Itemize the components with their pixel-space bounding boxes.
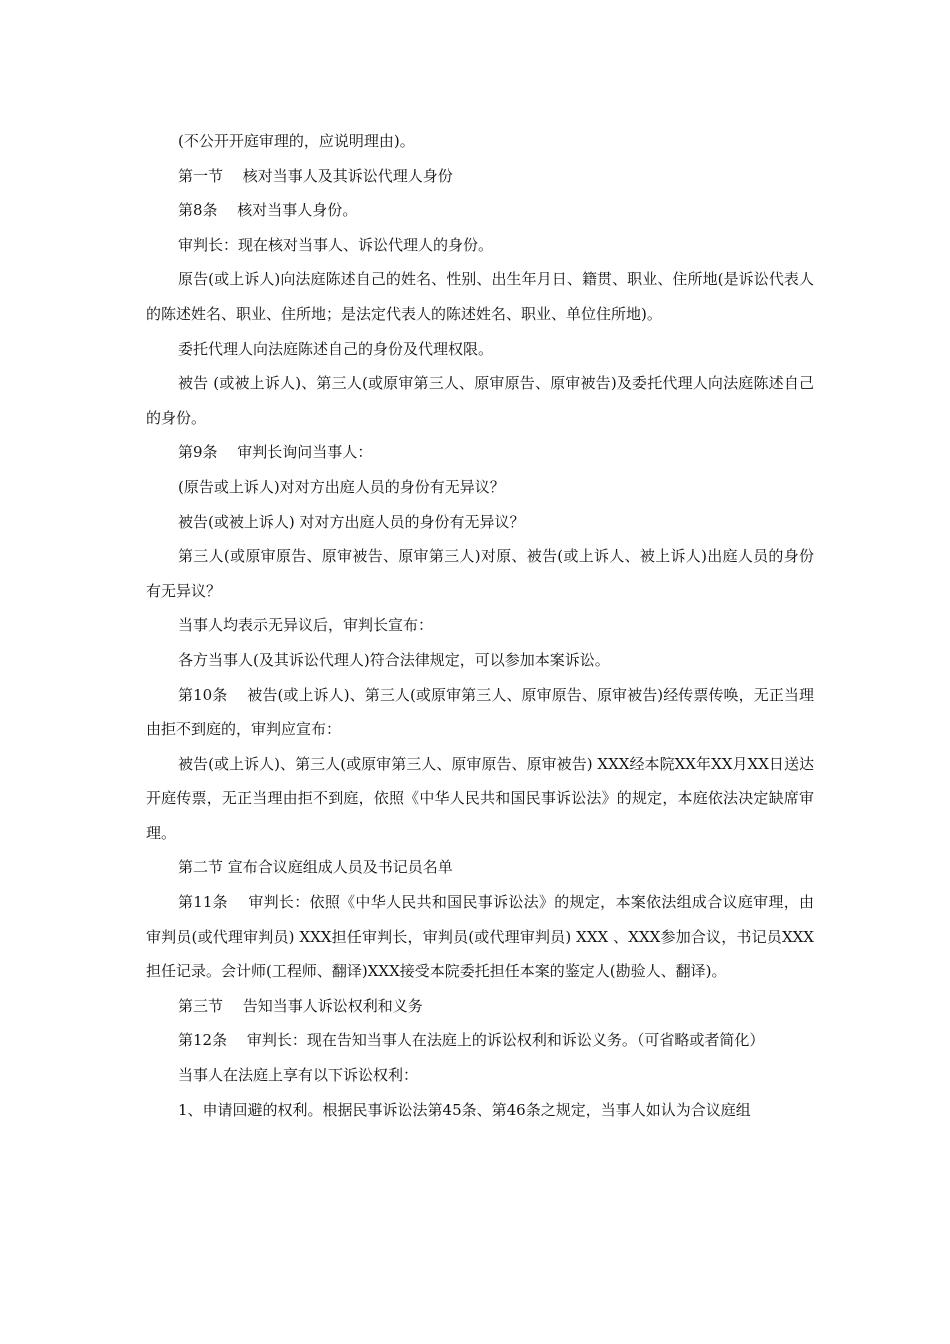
section-heading-2: 第二节 宣布合议庭组成人员及书记员名单 — [178, 858, 453, 877]
paragraph-default-judgment: 被告(或上诉人)、第三人(或原审第三人、原审原告、原审被告) XXX经本院XX年XX月XX日送达开庭传票，无正当理由拒不到庭，依照《中华人民共和国民事诉讼法》的规定，本庭依法决定缺席审理。 — [146, 754, 814, 842]
paragraph-private-hearing-note: (不公开开庭审理的，应说明理由)。 — [178, 132, 415, 150]
paragraph-parties-eligible: 各方当事人(及其诉讼代理人)符合法律规定，可以参加本案诉讼。 — [178, 650, 610, 669]
article-12: 第12条 审判长：现在告知当事人在法庭上的诉讼权利和诉讼义务。（可省略或者简化） — [178, 1031, 765, 1050]
paragraph-defendant-statement: 被告 (或被上诉人)、第三人(或原审第三人、原审原告、原审被告)及委托代理人向法庭陈述自己的身份。 — [146, 374, 814, 427]
section-heading-3: 第三节 告知当事人诉讼权利和义务 — [178, 996, 423, 1015]
paragraph-third-party-objection: 第三人(或原审原告、原审被告、原审第三人)对原、被告(或上诉人、被上诉人)出庭人员的身份有无异议？ — [146, 547, 814, 600]
paragraph-plaintiff-statement: 原告(或上诉人)向法庭陈述自己的姓名、性别、出生年月日、籍贯、职业、住所地(是诉讼代表人的陈述姓名、职业、住所地；是法定代表人的陈述姓名、职业、单位住所地)。 — [146, 270, 814, 323]
article-9: 第9条 审判长询问当事人： — [178, 443, 373, 462]
paragraph-right-recusal: 1、申请回避的权利。根据民事诉讼法第45条、第46条之规定，当事人如认为合议庭组 — [178, 1100, 751, 1119]
paragraph-plaintiff-objection: (原告或上诉人)对对方出庭人员的身份有无异议？ — [178, 477, 505, 496]
paragraph-defendant-objection: 被告(或被上诉人) 对对方出庭人员的身份有无异议？ — [178, 512, 525, 531]
paragraph-no-objection: 当事人均表示无异议后，审判长宣布： — [178, 616, 434, 635]
article-11: 第11条 审判长：依照《中华人民共和国民事诉讼法》的规定，本案依法组成合议庭审理，由审判员(或代理审判员) XXX担任审判长，审判员(或代理审判员) XXX 、XXX参加合议，书记员XXX担任记录。会计师(工程师、翻译)XXX接受本院委托担任本案的鉴定人(勘验人、翻译)。 — [146, 893, 814, 981]
article-10: 第10条 被告(或上诉人)、第三人(或原审第三人、原审原告、原审被告)经传票传唤，无正当理由拒不到庭的，审判应宣布： — [146, 685, 814, 739]
document-body — [146, 124, 814, 1127]
section-heading-1: 第一节 核对当事人及其诉讼代理人身份 — [178, 166, 453, 185]
paragraph-judge-verify: 审判长：现在核对当事人、诉讼代理人的身份。 — [178, 235, 494, 254]
paragraph-rights-intro: 当事人在法庭上享有以下诉讼权利： — [178, 1066, 419, 1085]
paragraph-agent-statement: 委托代理人向法庭陈述自己的身份及代理权限。 — [178, 339, 494, 358]
article-8: 第8条 核对当事人身份。 — [178, 201, 358, 220]
